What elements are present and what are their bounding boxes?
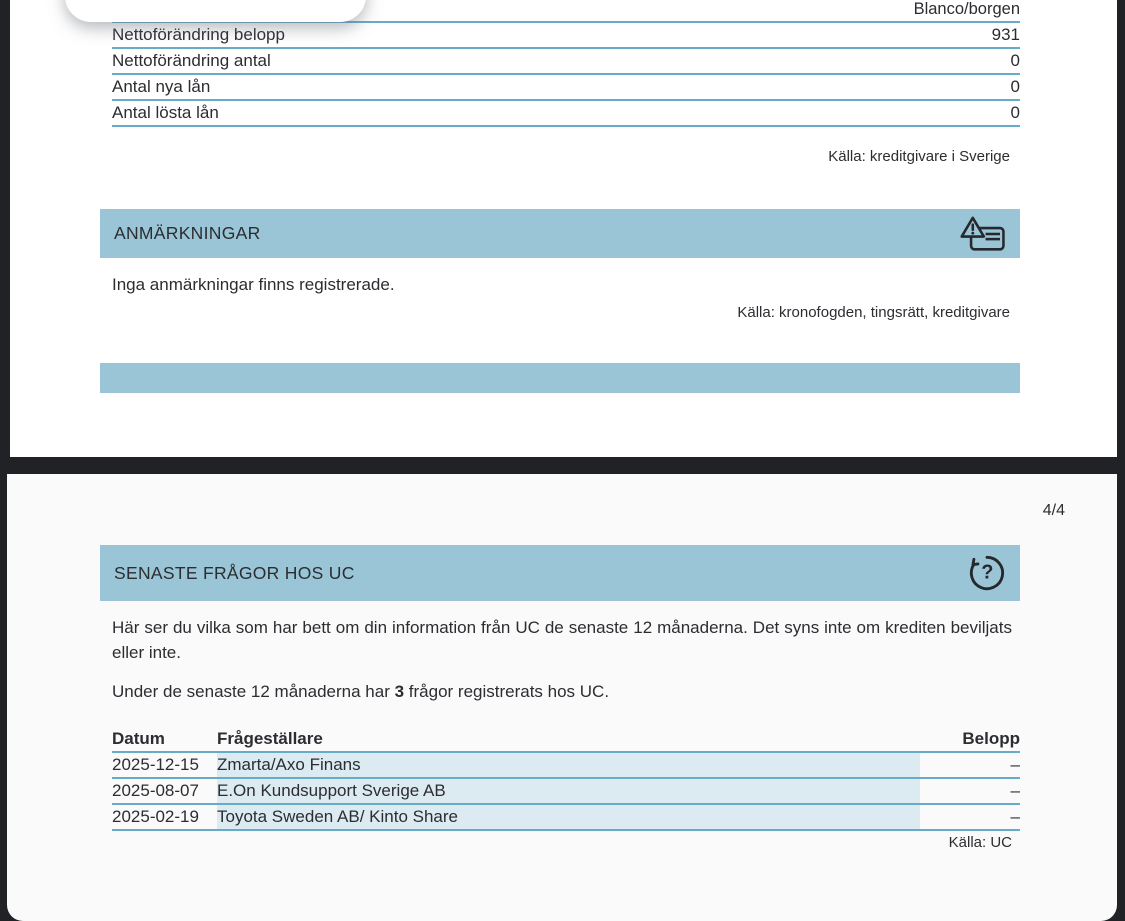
section-intro: Här ser du vilka som har bett om din information från UC de senaste 12 månaderna. Det syns inte om krediten beviljats eller inte. <box>112 618 1012 662</box>
warning-card-icon[interactable] <box>960 215 1006 253</box>
svg-text:?: ? <box>981 561 994 584</box>
row-value: 0 <box>1010 51 1020 70</box>
summary-count: 3 <box>394 682 405 701</box>
floating-card-remnant <box>65 0 366 22</box>
cell-fragestallare: Zmarta/Axo Finans <box>217 753 920 777</box>
table-row <box>112 805 1020 831</box>
section-header-empty <box>100 363 1020 393</box>
row-label: Antal nya lån <box>112 77 211 96</box>
row-value: 0 <box>1010 103 1020 122</box>
table-header-row <box>112 729 1020 753</box>
cell-datum: 2025-12-15 <box>112 755 199 774</box>
history-question-icon[interactable] <box>968 554 1006 592</box>
page-number: 4/4 <box>1042 502 1065 519</box>
summary-prefix: Under de senaste 12 månaderna har <box>112 682 395 701</box>
cell-datum: 2025-02-19 <box>112 807 199 826</box>
cell-belopp: – <box>1010 755 1020 774</box>
section-header-anmarkningar <box>100 209 1020 258</box>
source-note: Källa: UC <box>948 834 1012 851</box>
cell-datum: 2025-08-07 <box>112 781 199 800</box>
summary-suffix: frågor registrerats hos UC. <box>404 682 610 701</box>
source-note: Källa: kreditgivare i Sverige <box>828 148 1010 165</box>
table-row <box>112 23 1020 49</box>
table-row <box>112 779 1020 805</box>
table-row <box>112 753 1020 779</box>
table-row <box>112 75 1020 101</box>
row-value: 931 <box>991 25 1020 44</box>
column-header-datum: Datum <box>112 729 165 748</box>
report-page-4 <box>7 474 1117 921</box>
source-note: Källa: kronofogden, tingsrätt, kreditgivare <box>737 304 1010 321</box>
section-header-senaste-fragor <box>100 545 1020 601</box>
cell-fragestallare: Toyota Sweden AB/ Kinto Share <box>217 805 920 829</box>
query-count-summary <box>112 682 609 702</box>
report-page-previous <box>10 0 1117 457</box>
table-row <box>112 49 1020 75</box>
row-label: Antal lösta lån <box>112 103 219 122</box>
cell-belopp: – <box>1010 807 1020 826</box>
row-value: 0 <box>1010 77 1020 96</box>
cell-belopp: – <box>1010 781 1020 800</box>
cell-fragestallare: E.On Kundsupport Sverige AB <box>217 779 920 803</box>
column-header-belopp: Belopp <box>962 729 1020 748</box>
anmarkningar-body: Inga anmärkningar finns registrerade. <box>112 275 395 294</box>
section-title: SENASTE FRÅGOR HOS UC <box>114 562 355 583</box>
row-label: Nettoförändring antal <box>112 51 271 70</box>
queries-table <box>112 729 1020 831</box>
table-row <box>112 101 1020 127</box>
section-title: ANMÄRKNINGAR <box>114 223 261 243</box>
column-header-blanco-borgen: Blanco/borgen <box>913 0 1020 18</box>
row-label: Nettoförändring belopp <box>112 25 285 44</box>
column-header-fragestallare: Frågeställare <box>217 729 323 748</box>
